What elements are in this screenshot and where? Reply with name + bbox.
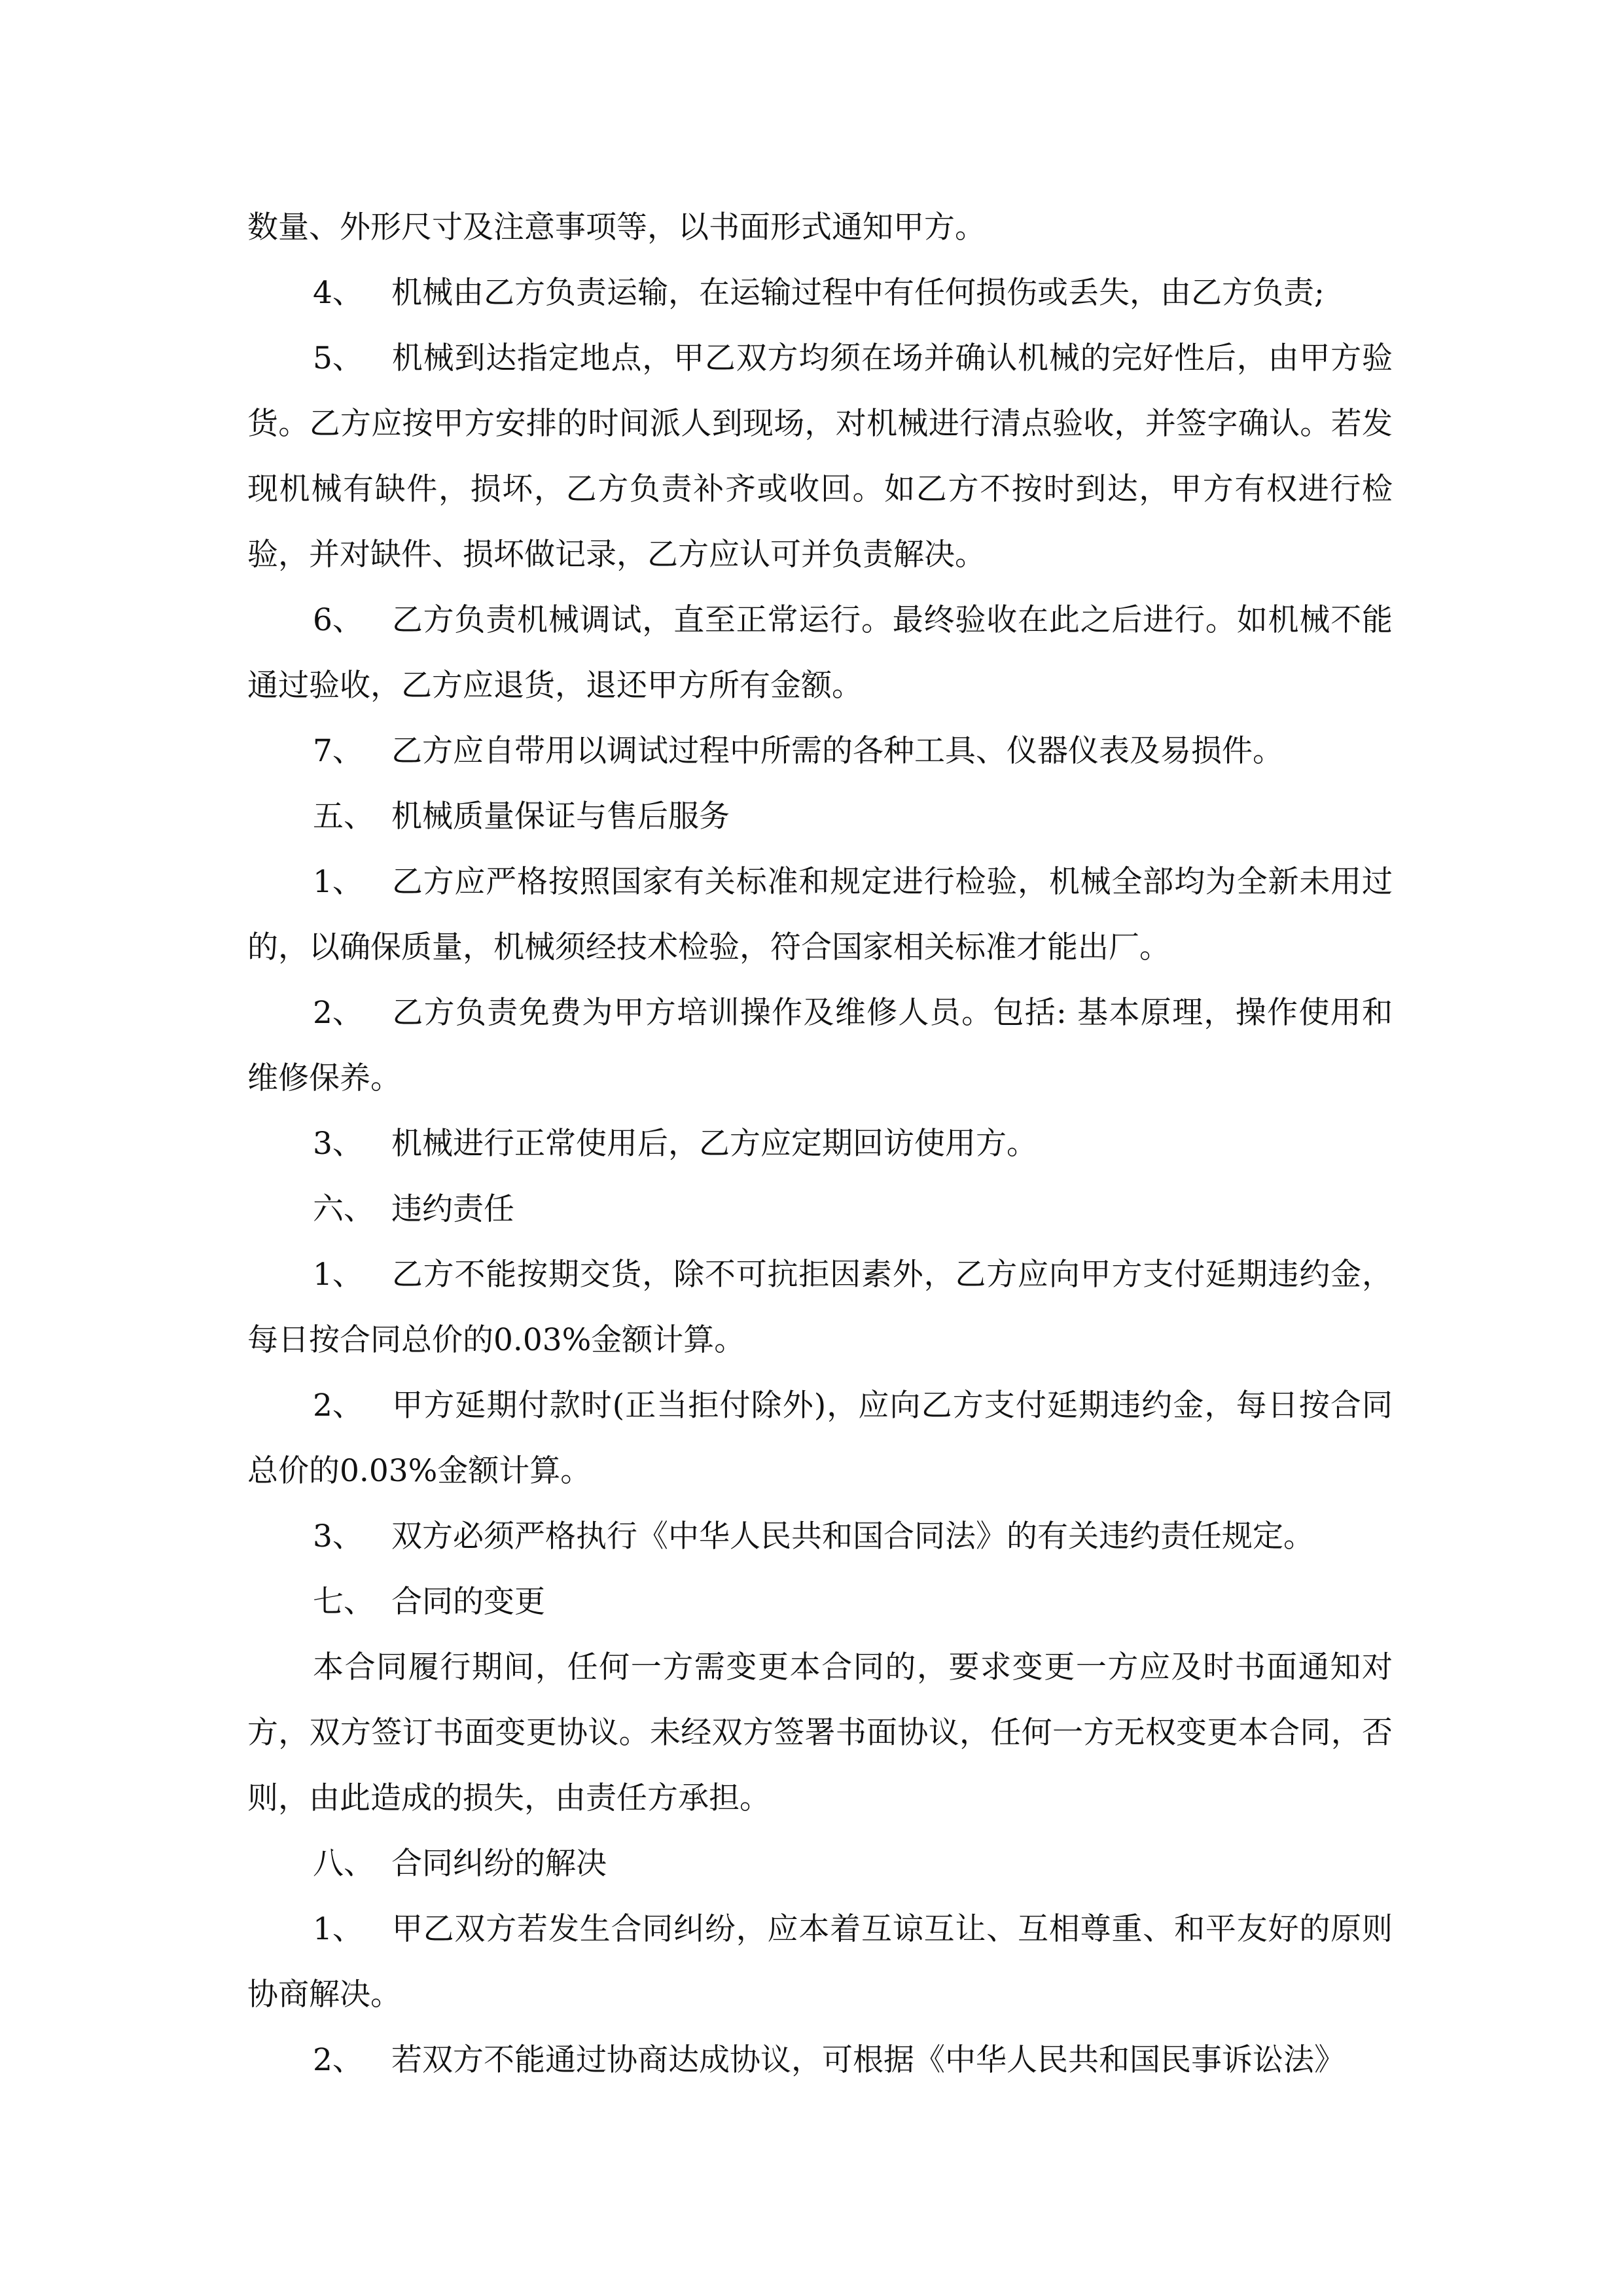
paragraph [247, 1242, 1393, 1373]
paragraph-text: 甲方延期付款时(正当拒付除外)，应向乙方支付延期违约金，每日按合同总价的0.03%金额计算。 [247, 1388, 1393, 1489]
item-number: 6、 [313, 602, 363, 638]
paragraph-text: 乙方不能按期交货，除不可抗拒因素外，乙方应向甲方支付延期违约金，每日按合同总价的0.03%金额计算。 [247, 1257, 1393, 1358]
paragraph [247, 850, 1393, 980]
section-number: 八、 [313, 1846, 374, 1882]
paragraph-text: 乙方应严格按照国家有关标准和规定进行检验，机械全部均为全新未用过的，以确保质量，机械须经技术检验，符合国家相关标准才能出厂。 [247, 864, 1393, 965]
item-number: 5、 [313, 340, 363, 376]
paragraph [247, 1897, 1393, 2028]
item-number: 1、 [313, 1257, 363, 1293]
item-number: 7、 [313, 733, 363, 769]
paragraph-text: 双方必须严格执行《中华人民共和国合同法》的有关违约责任规定。 [391, 1518, 1314, 1554]
section-title: 合同纠纷的解决 [391, 1846, 607, 1882]
section-heading [247, 1570, 1393, 1635]
section-number: 六、 [313, 1191, 374, 1227]
paragraph [247, 1504, 1393, 1570]
section-title: 机械质量保证与售后服务 [391, 798, 730, 834]
section-title: 违约责任 [391, 1191, 514, 1227]
paragraph [247, 260, 1393, 326]
item-number: 2、 [313, 995, 363, 1031]
paragraph-text: 若双方不能通过协商达成协议，可根据《中华人民共和国民事诉讼法》 [391, 2042, 1345, 2078]
section-title: 合同的变更 [391, 1584, 545, 1620]
paragraph-text: 机械到达指定地点，甲乙双方均须在场并确认机械的完好性后，由甲方验货。乙方应按甲方安排的时间派人到现场，对机械进行清点验收，并签字确认。若发现机械有缺件，损坏，乙方负责补齐或收回。如乙方不按时到达，甲方有权进行检验，并对缺件、损坏做记录，乙方应认可并负责解决。 [247, 340, 1393, 573]
paragraph [247, 1111, 1393, 1177]
section-heading [247, 784, 1393, 850]
paragraph-text: 数量、外形尺寸及注意事项等，以书面形式通知甲方。 [247, 209, 986, 245]
paragraph [247, 1373, 1393, 1504]
paragraph [247, 980, 1393, 1111]
paragraph [247, 588, 1393, 719]
paragraph-text: 甲乙双方若发生合同纠纷，应本着互谅互让、互相尊重、和平友好的原则协商解决。 [247, 1911, 1393, 2013]
item-number: 2、 [313, 1388, 363, 1424]
item-number: 2、 [313, 2042, 363, 2078]
item-number: 4、 [313, 275, 363, 311]
item-number: 1、 [313, 1911, 363, 1947]
paragraph-text: 乙方负责机械调试，直至正常运行。最终验收在此之后进行。如机械不能通过验收，乙方应退货，退还甲方所有金额。 [247, 602, 1393, 704]
paragraph [247, 1635, 1393, 1831]
paragraph-text: 乙方负责免费为甲方培训操作及维修人员。包括: 基本原理，操作使用和维修保养。 [247, 995, 1393, 1096]
section-heading [247, 1831, 1393, 1897]
paragraph-text: 乙方应自带用以调试过程中所需的各种工具、仪器仪表及易损件。 [391, 733, 1283, 769]
section-number: 五、 [313, 798, 374, 834]
paragraph-text: 机械进行正常使用后，乙方应定期回访使用方。 [391, 1126, 1037, 1162]
paragraph-text: 本合同履行期间，任何一方需变更本合同的，要求变更一方应及时书面通知对方，双方签订书面变更协议。未经双方签署书面协议，任何一方无权变更本合同，否则，由此造成的损失，由责任方承担。 [247, 1649, 1393, 1816]
section-heading [247, 1177, 1393, 1242]
item-number: 3、 [313, 1518, 363, 1554]
paragraph-text: 机械由乙方负责运输，在运输过程中有任何损伤或丢失，由乙方负责; [391, 275, 1325, 311]
item-number: 3、 [313, 1126, 363, 1162]
item-number: 1、 [313, 864, 363, 900]
paragraph [247, 2028, 1393, 2093]
section-number: 七、 [313, 1584, 374, 1620]
paragraph [247, 195, 1393, 260]
paragraph [247, 719, 1393, 784]
paragraph [247, 326, 1393, 588]
document-body [247, 195, 1393, 2093]
